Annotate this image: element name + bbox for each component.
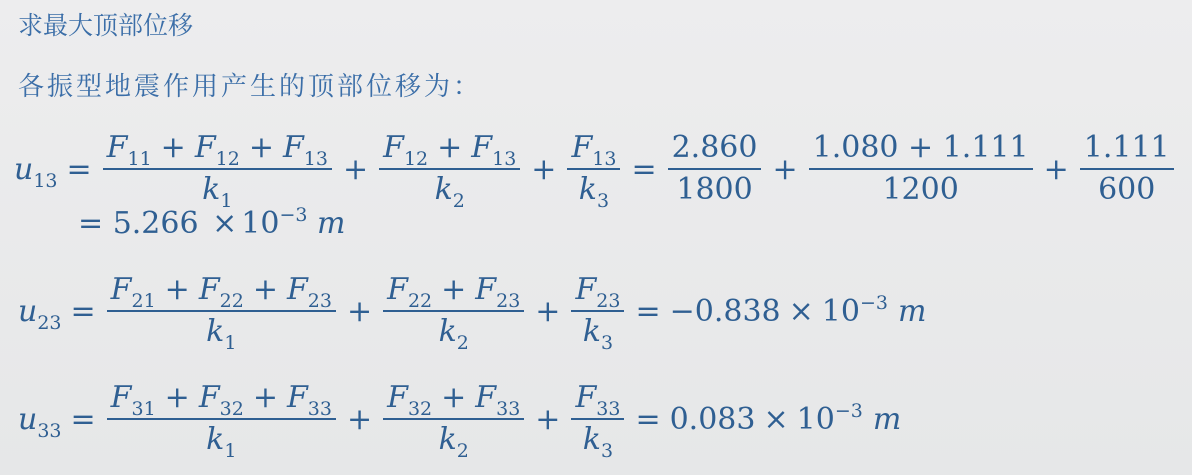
intro-text: 各振型地震作用产生的顶部位移为： — [18, 72, 483, 102]
force-term — [383, 130, 429, 170]
force-term-subscript: 13 — [592, 148, 617, 170]
force-term-symbol: F — [286, 272, 308, 307]
term3-fraction-numerator — [571, 270, 624, 310]
stiffness-term-subscript: 3 — [600, 332, 614, 354]
result-unit: m — [897, 293, 927, 329]
term2-fraction — [383, 378, 524, 460]
stiffness-term — [206, 422, 237, 462]
term1-fraction — [107, 270, 336, 352]
force-term-symbol: F — [106, 130, 128, 165]
section-title: 求最大顶部位移 — [18, 11, 194, 40]
plus-sign: + — [346, 293, 373, 329]
equation-u13-result — [78, 206, 345, 241]
stiffness-term — [438, 314, 469, 354]
stiffness-term — [582, 422, 614, 462]
equation-u13 — [14, 128, 1176, 210]
numeric-fraction-2-numerator: 1.080 + 1.111 — [812, 130, 1029, 165]
force-term-subscript: 31 — [131, 398, 156, 420]
stiffness-term — [438, 422, 469, 462]
force-term — [475, 272, 521, 312]
result-mantissa: 0.083 — [669, 401, 756, 437]
stiffness-term-subscript: 2 — [456, 440, 469, 462]
result-mantissa: 5.266 — [112, 206, 199, 241]
term1-fraction-denominator — [202, 312, 240, 352]
force-term-symbol: F — [387, 272, 408, 307]
stiffness-term-symbol: k — [206, 422, 225, 457]
force-term-subscript: 33 — [307, 398, 332, 420]
force-term-symbol: F — [575, 272, 597, 307]
force-term-symbol: F — [571, 130, 593, 165]
stiffness-term-subscript: 2 — [452, 190, 465, 212]
result-mantissa: −0.838 — [669, 293, 781, 329]
displacement-symbol — [18, 401, 62, 442]
result-unit: m — [317, 206, 346, 241]
stiffness-term — [582, 314, 614, 354]
force-term-symbol: F — [387, 380, 408, 415]
term3-fraction-denominator — [579, 420, 617, 460]
stiffness-term-subscript: 1 — [220, 190, 233, 212]
force-term — [571, 130, 617, 170]
force-term — [575, 380, 621, 420]
equals-sign: = — [70, 293, 96, 329]
equals-sign: = — [66, 151, 92, 187]
times-sign: × — [788, 293, 814, 329]
force-term-subscript: 21 — [131, 290, 156, 312]
force-term — [286, 272, 332, 312]
force-term — [106, 130, 152, 170]
term2-fraction-numerator — [383, 270, 524, 310]
force-term — [286, 380, 332, 420]
force-term-subscript: 22 — [407, 290, 433, 312]
displacement-symbol — [14, 151, 58, 192]
term3-fraction-denominator — [579, 312, 617, 352]
stiffness-term-symbol: k — [578, 172, 597, 207]
displacement-symbol-subscript: 23 — [37, 311, 62, 334]
result-value — [669, 399, 902, 437]
displacement-symbol-symbol: u — [18, 293, 38, 329]
plus-sign: + — [437, 130, 463, 165]
equals-sign: = — [78, 206, 104, 241]
equals-sign: = — [635, 293, 661, 329]
plus-sign: + — [772, 151, 798, 187]
force-term-symbol: F — [475, 380, 497, 415]
numeric-fraction-3 — [1080, 128, 1174, 210]
equals-sign: = — [70, 401, 96, 437]
term2-fraction-numerator — [383, 378, 524, 418]
equals-sign: = — [635, 401, 661, 437]
numeric-fraction-3-denominator: 600 — [1098, 172, 1156, 207]
plus-sign: + — [441, 272, 467, 307]
plus-sign: + — [252, 380, 278, 415]
plus-sign: + — [535, 401, 561, 437]
term2-fraction-denominator — [435, 312, 473, 352]
equation-u33 — [18, 378, 901, 460]
result-value — [669, 291, 927, 329]
displacement-symbol-subscript: 33 — [37, 419, 62, 442]
power-base: 10 — [241, 206, 280, 241]
force-term-subscript: 23 — [596, 290, 621, 312]
plus-sign: + — [164, 380, 190, 415]
numeric-fraction-3-numerator: 1.111 — [1083, 130, 1170, 165]
force-term — [110, 380, 156, 420]
force-term — [387, 272, 433, 312]
force-term — [194, 130, 240, 170]
force-term-symbol: F — [198, 380, 220, 415]
displacement-symbol-subscript: 13 — [33, 169, 58, 192]
plus-sign: + — [441, 380, 467, 415]
force-term-symbol: F — [282, 130, 304, 165]
term1-fraction-numerator — [103, 128, 332, 168]
stiffness-term — [578, 172, 610, 212]
stiffness-term-symbol: k — [438, 422, 457, 457]
equals-sign: = — [631, 151, 657, 187]
force-term-subscript: 33 — [596, 398, 621, 420]
force-term-symbol: F — [286, 380, 308, 415]
times-sign: × — [212, 206, 238, 241]
power-base: 10 — [796, 401, 835, 437]
force-term — [387, 380, 433, 420]
plus-sign: + — [346, 401, 373, 437]
force-term-subscript: 12 — [403, 148, 429, 170]
displacement-symbol-symbol: u — [18, 401, 38, 437]
plus-sign: + — [531, 151, 557, 187]
result-exponent: −3 — [859, 291, 888, 314]
term2-fraction-denominator — [431, 170, 469, 210]
force-term-symbol: F — [475, 272, 497, 307]
power-base: 10 — [821, 293, 860, 329]
result-exponent: −3 — [834, 399, 863, 422]
force-term-symbol: F — [198, 272, 220, 307]
numeric-fraction-2-denominator: 1200 — [882, 172, 959, 207]
plus-sign: + — [1043, 151, 1069, 187]
force-term-symbol: F — [110, 272, 132, 307]
force-term-subscript: 33 — [496, 398, 521, 420]
force-term — [282, 130, 328, 170]
term1-fraction-numerator — [107, 270, 336, 310]
plus-sign: + — [164, 272, 190, 307]
term1-fraction — [103, 128, 332, 210]
force-term-symbol: F — [575, 380, 597, 415]
force-term-symbol: F — [383, 130, 404, 165]
term3-fraction — [571, 270, 624, 352]
stiffness-term-symbol: k — [438, 314, 457, 349]
result-unit: m — [872, 401, 902, 437]
stiffness-term-symbol: k — [434, 172, 453, 207]
stiffness-term-subscript: 3 — [600, 440, 614, 462]
force-term-symbol: F — [110, 380, 132, 415]
result-exponent: −3 — [279, 204, 308, 226]
force-term — [198, 272, 244, 312]
force-term-subscript: 22 — [219, 290, 244, 312]
plus-sign: + — [160, 130, 186, 165]
stiffness-term — [202, 172, 233, 212]
term3-fraction-denominator — [575, 170, 613, 210]
force-term — [475, 380, 521, 420]
numeric-fraction-1-numerator: 2.860 — [671, 130, 758, 165]
term2-fraction — [383, 270, 524, 352]
term1-fraction-denominator — [198, 170, 236, 210]
plus-sign: + — [342, 151, 369, 187]
term3-fraction — [567, 128, 620, 210]
stiffness-term-symbol: k — [206, 314, 225, 349]
term1-fraction — [107, 378, 336, 460]
stiffness-term-symbol: k — [582, 422, 601, 457]
force-term-symbol: F — [471, 130, 493, 165]
stiffness-term-subscript: 3 — [596, 190, 610, 212]
plus-sign: + — [248, 130, 274, 165]
force-term — [471, 130, 517, 170]
numeric-fraction-1 — [668, 128, 762, 210]
stiffness-term-symbol: k — [202, 172, 221, 207]
force-term — [575, 272, 621, 312]
force-term-symbol: F — [194, 130, 216, 165]
equation-u23 — [18, 270, 926, 352]
force-term — [110, 272, 156, 312]
force-term-subscript: 23 — [496, 290, 521, 312]
displacement-symbol-symbol: u — [14, 151, 34, 187]
stiffness-term-symbol: k — [582, 314, 601, 349]
term1-fraction-denominator — [202, 420, 240, 460]
displacement-symbol — [18, 293, 62, 334]
stiffness-term-subscript: 1 — [224, 332, 237, 354]
term3-fraction — [571, 378, 624, 460]
force-term-subscript: 32 — [407, 398, 433, 420]
plus-sign: + — [252, 272, 278, 307]
stiffness-term — [434, 172, 465, 212]
numeric-fraction-1-denominator: 1800 — [676, 172, 753, 207]
term2-fraction — [379, 128, 520, 210]
times-sign: × — [763, 401, 789, 437]
term2-fraction-denominator — [435, 420, 473, 460]
force-term-subscript: 13 — [303, 148, 328, 170]
term1-fraction-numerator — [107, 378, 336, 418]
stiffness-term-subscript: 1 — [224, 440, 237, 462]
force-term-subscript: 13 — [492, 148, 517, 170]
stiffness-term-subscript: 2 — [456, 332, 469, 354]
force-term-subscript: 32 — [219, 398, 244, 420]
force-term-subscript: 23 — [307, 290, 332, 312]
force-term — [198, 380, 244, 420]
term3-fraction-numerator — [571, 378, 624, 418]
plus-sign: + — [535, 293, 561, 329]
force-term-subscript: 12 — [215, 148, 240, 170]
numeric-fraction-2 — [809, 128, 1033, 210]
term3-fraction-numerator — [567, 128, 620, 168]
stiffness-term — [206, 314, 237, 354]
force-term-subscript: 11 — [127, 148, 152, 170]
term2-fraction-numerator — [379, 128, 520, 168]
